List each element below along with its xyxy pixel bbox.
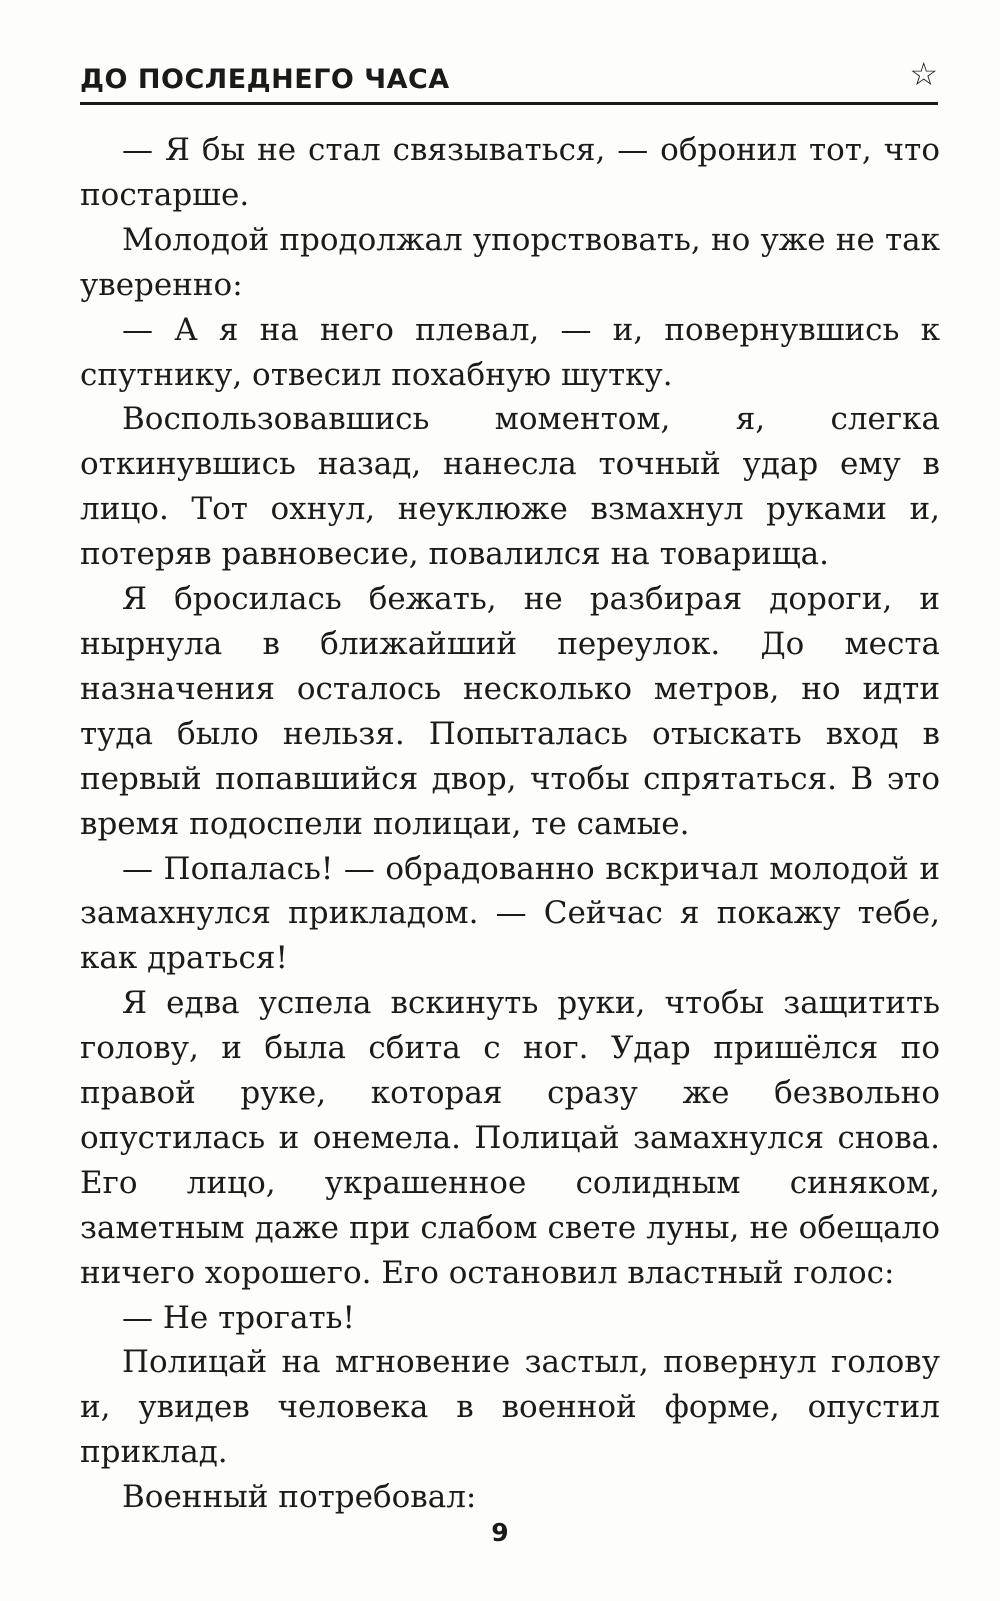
header-divider: [80, 102, 938, 105]
running-header: [80, 55, 938, 102]
paragraph: Военный потребовал:: [122, 1479, 477, 1516]
running-header-title: ДО ПОСЛЕДНЕГО ЧАСА: [80, 64, 450, 95]
page-number: 9: [491, 1518, 509, 1547]
paragraph: Полицай на мгновение застыл, повернул голову и, увидев человека в военной форме, опустил приклад.: [80, 1344, 940, 1471]
paragraph: — Не трогать!: [122, 1299, 355, 1336]
paragraph: Молодой продолжал упорствовать, но уже не так уверенно:: [80, 221, 940, 303]
paragraph: Воспользовавшись моментом, я, слегка откинувшись назад, нанесла точный удар ему в лицо. Тот охнул, неуклюже взмахнул руками и, потеряв равновесие, повалился на товарища.: [80, 401, 940, 573]
paragraph: — Я бы не стал связываться, — обронил тот, что постарше.: [80, 132, 940, 213]
star-icon: ☆: [909, 55, 938, 93]
body-text: [80, 128, 940, 1520]
paragraph: Я едва успела вскинуть руки, чтобы защитить голову, и была сбита с ног. Удар пришёлся по правой руке, которая сразу же безвольно опустилась и онемела. Полицай замахнулся снова. Его лицо, украшенное солидным синяком, заметным даже при слабом свете луны, не обещало ничего хорошего. Его остановил властный голос:: [80, 985, 940, 1291]
paragraph: — Попалась! — обрадованно вскричал молодой и замахнулся прикладом. — Сейчас я покажу тебе, как драться!: [80, 850, 940, 977]
paragraph: Я бросилась бежать, не разбирая дороги, и нырнула в ближайший переулок. До места назначения осталось несколько метров, но идти туда было нельзя. Попыталась отыскать вход в первый попавшийся двор, чтобы спрятаться. В это время подоспели полицаи, те самые.: [80, 581, 940, 842]
paragraph: — А я на него плевал, — и, повернувшись к спутнику, отвесил похабную шутку.: [80, 311, 940, 393]
